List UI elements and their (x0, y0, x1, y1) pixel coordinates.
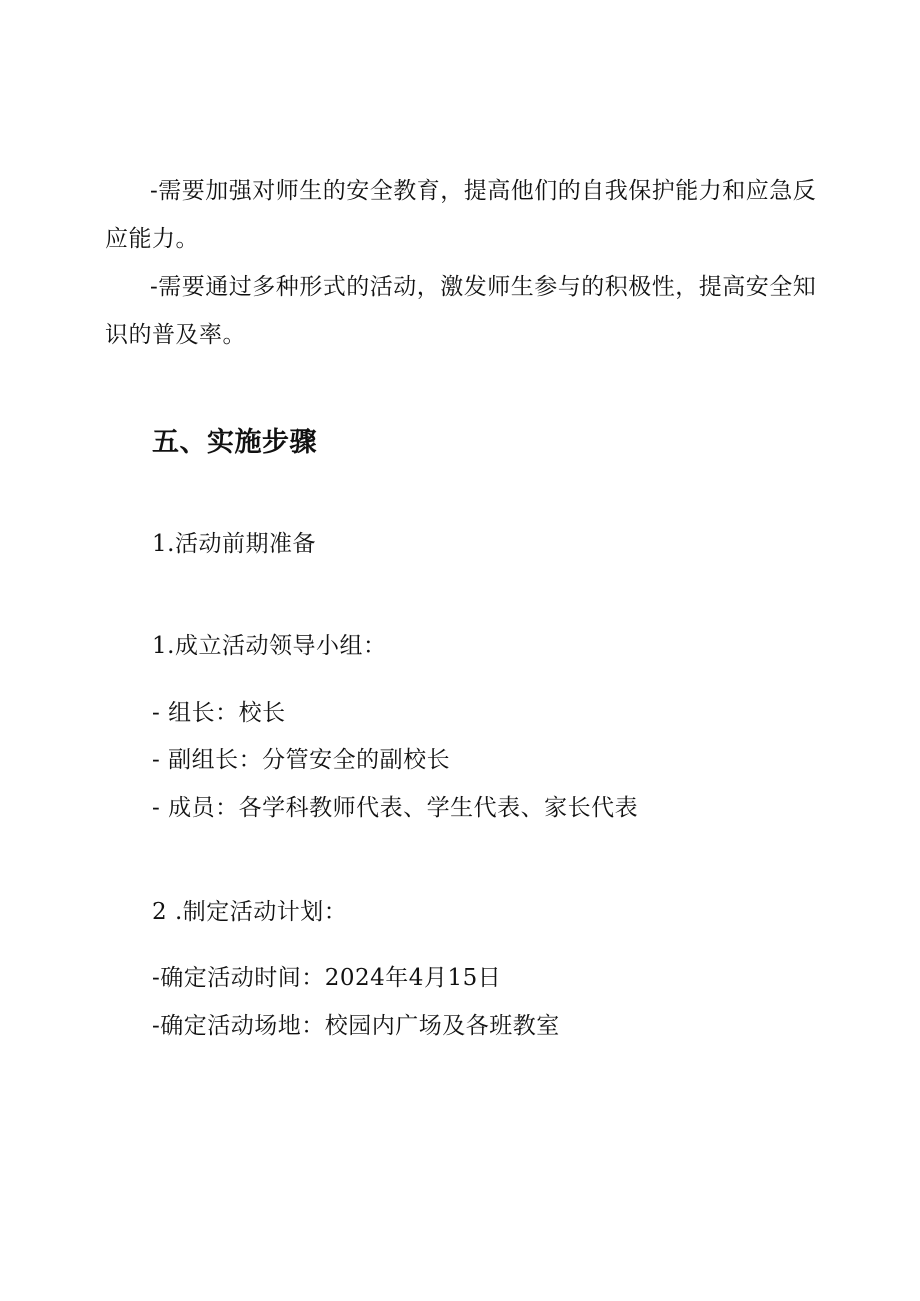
list-item: - 组长：校长 (152, 700, 286, 726)
list-heading: 2 .制定活动计划： (152, 899, 348, 925)
paragraph-line: -需要加强对师生的安全教育，提高他们的自我保护能力和应急反 (150, 178, 817, 204)
section-heading: 五、实施步骤 (152, 427, 317, 458)
list-item: - 副组长：分管安全的副校长 (152, 747, 451, 773)
list-heading: 1.成立活动领导小组： (152, 633, 387, 659)
subsection-heading: 1.活动前期准备 (152, 531, 316, 557)
paragraph-line: 应能力。 (105, 226, 199, 252)
paragraph-line: -需要通过多种形式的活动，激发师生参与的积极性，提高安全知 (150, 274, 817, 300)
list-item: -确定活动时间：2024年4月15日 (152, 965, 502, 991)
paragraph-line: 识的普及率。 (105, 322, 246, 348)
list-item: -确定活动场地：校园内广场及各班教室 (152, 1013, 560, 1039)
list-item: - 成员：各学科教师代表、学生代表、家长代表 (152, 795, 639, 821)
